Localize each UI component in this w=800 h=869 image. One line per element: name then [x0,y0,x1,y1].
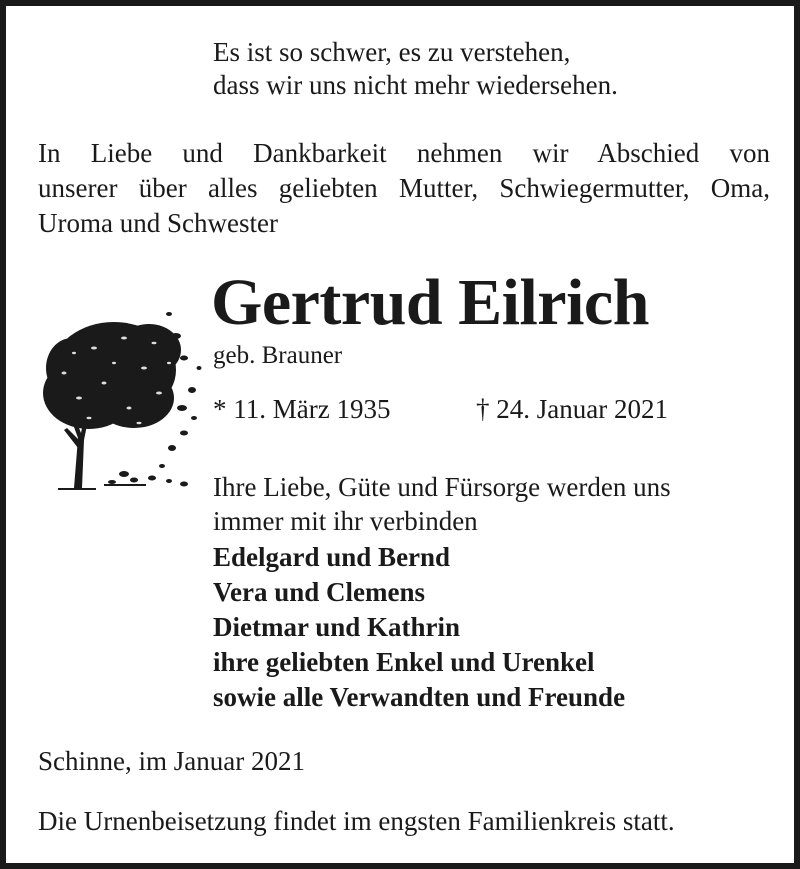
birth-date: * 11. März 1935 [213,394,391,424]
death-date: † 24. Januar 2021 [476,394,668,424]
mourner-line: sowie alle Verwandten und Freunde [213,682,626,712]
intro-line: In Liebe und Dankbarkeit nehmen wir Abschied von [38,138,770,168]
tribute-line: Ihre Liebe, Güte und Fürsorge werden uns [213,472,671,502]
motto-line: dass wir uns nicht mehr wiedersehen. [213,70,618,100]
tribute-text [213,470,671,538]
mourners-list [213,540,625,715]
intro-line: unserer über alles geliebten Mutter, Schwiegermutter, Oma, [38,173,770,203]
motto [213,36,618,102]
birth-name: geb. Brauner [213,342,343,369]
intro-paragraph [38,136,770,241]
intro-line: Uroma und Schwester [38,208,278,238]
burial-notice: Die Urnenbeisetzung findet im engsten Familienkreis statt. [38,806,675,836]
deceased-name: Gertrud Eilrich [211,266,649,339]
place-date: Schinne, im Januar 2021 [38,746,305,776]
tribute-line: immer mit ihr verbinden [213,506,478,536]
mourner-line: Vera und Clemens [213,577,426,607]
motto-line: Es ist so schwer, es zu verstehen, [213,37,571,67]
wind-blown-tree-icon [34,298,204,508]
mourner-line: Dietmar und Kathrin [213,612,461,642]
mourner-line: ihre geliebten Enkel und Urenkel [213,647,595,677]
mourner-line: Edelgard und Bernd [213,542,451,572]
